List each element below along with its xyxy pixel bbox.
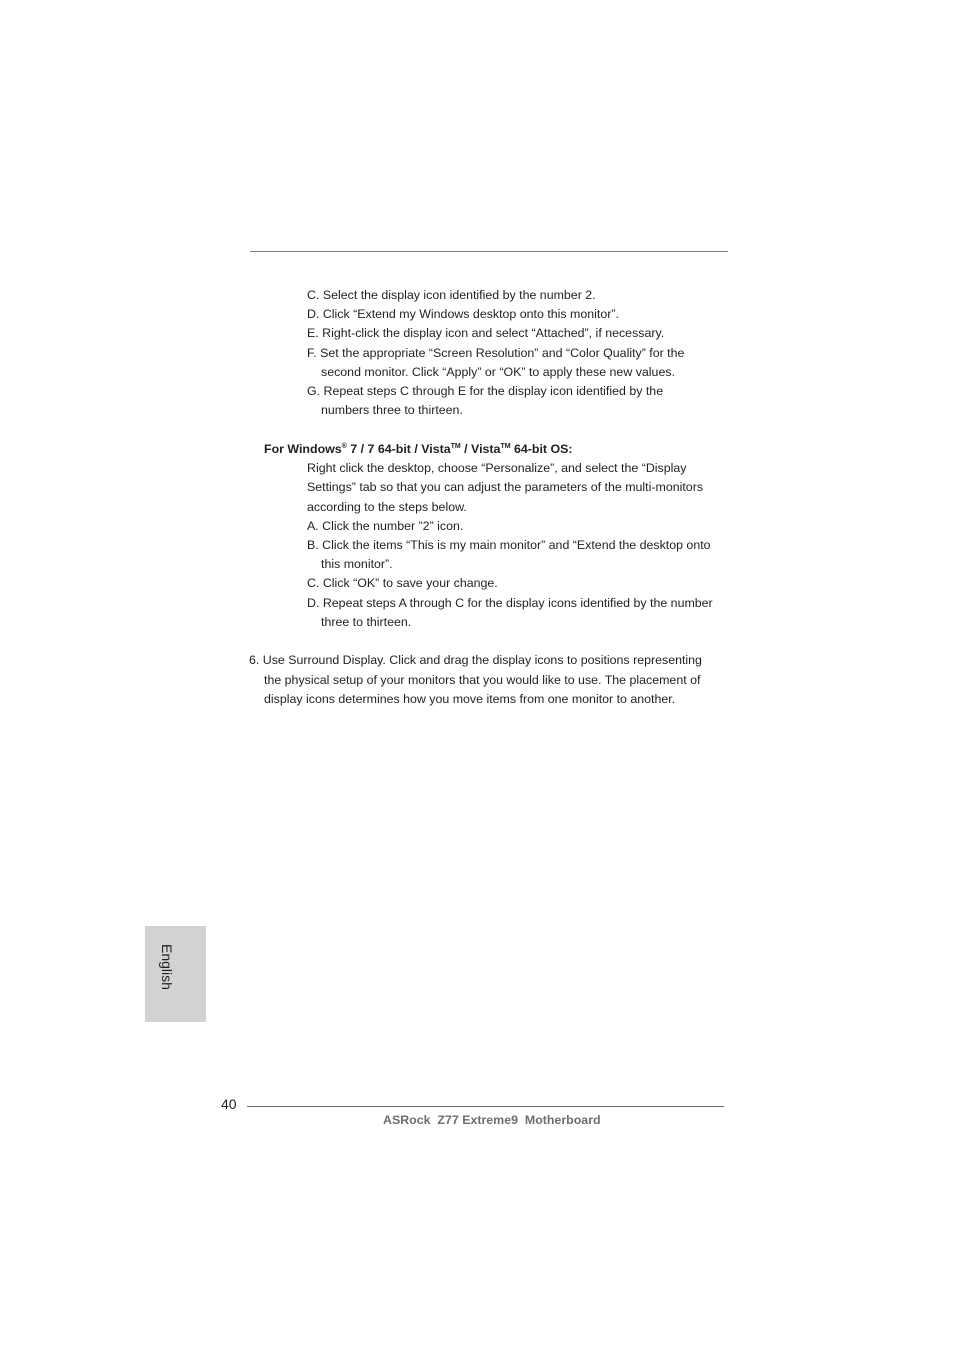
step-e-attached: E. Right-click the display icon and select “Attached”, if necessary. <box>307 326 665 340</box>
windows7-intro-line3: according to the steps below. <box>307 500 467 514</box>
header-divider <box>250 251 728 252</box>
step6-surround-display-line3: display icons determines how you move items from one monitor to another. <box>264 692 676 706</box>
registered-mark: ® <box>341 443 347 450</box>
heading-text-os: 64-bit OS: <box>510 442 573 456</box>
windows7-step-b: B. Click the items “This is my main monitor” and “Extend the desktop onto <box>307 538 711 552</box>
windows7-intro-line1: Right click the desktop, choose “Personalize”, and select the “Display <box>307 461 687 475</box>
heading-text-versions: 7 / 7 64-bit / Vista <box>346 442 451 456</box>
step-f-resolution: F. Set the appropriate “Screen Resolution” and “Color Quality” for the <box>307 346 685 360</box>
windows7-step-a: A. Click the number ”2” icon. <box>307 519 464 533</box>
footer-divider <box>247 1106 724 1107</box>
step-c-select-display-icon: C. Select the display icon identified by the number 2. <box>307 288 596 302</box>
heading-text-windows: For Windows <box>264 442 342 456</box>
windows7-step-c: C. Click “OK” to save your change. <box>307 576 498 590</box>
language-tab-label: English <box>159 944 175 990</box>
windows7-step-b-continued: this monitor”. <box>321 557 393 571</box>
step-g-repeat-continued: numbers three to thirteen. <box>321 403 463 417</box>
step6-surround-display: 6. Use Surround Display. Click and drag the display icons to positions representing <box>249 653 702 667</box>
windows7-step-d: D. Repeat steps A through C for the display icons identified by the number <box>307 596 713 610</box>
footer-product-title: ASRock Z77 Extreme9 Motherboard <box>383 1113 601 1127</box>
step-g-repeat: G. Repeat steps C through E for the display icon identified by the <box>307 384 664 398</box>
trademark-mark-2: TM <box>500 443 511 450</box>
step6-surround-display-line2: the physical setup of your monitors that you would like to use. The placement of <box>264 673 701 687</box>
page-number: 40 <box>221 1096 237 1112</box>
step-d-extend-desktop: D. Click “Extend my Windows desktop onto this monitor”. <box>307 307 619 321</box>
step-f-resolution-continued: second monitor. Click “Apply” or “OK” to apply these new values. <box>321 365 675 379</box>
windows7-step-d-continued: three to thirteen. <box>321 615 412 629</box>
language-side-tab <box>145 926 206 1022</box>
heading-text-vista: / Vista <box>460 442 501 456</box>
windows7-intro-line2: Settings” tab so that you can adjust the parameters of the multi-monitors <box>307 480 704 494</box>
windows7-vista-heading <box>264 441 573 457</box>
trademark-mark: TM <box>450 443 461 450</box>
